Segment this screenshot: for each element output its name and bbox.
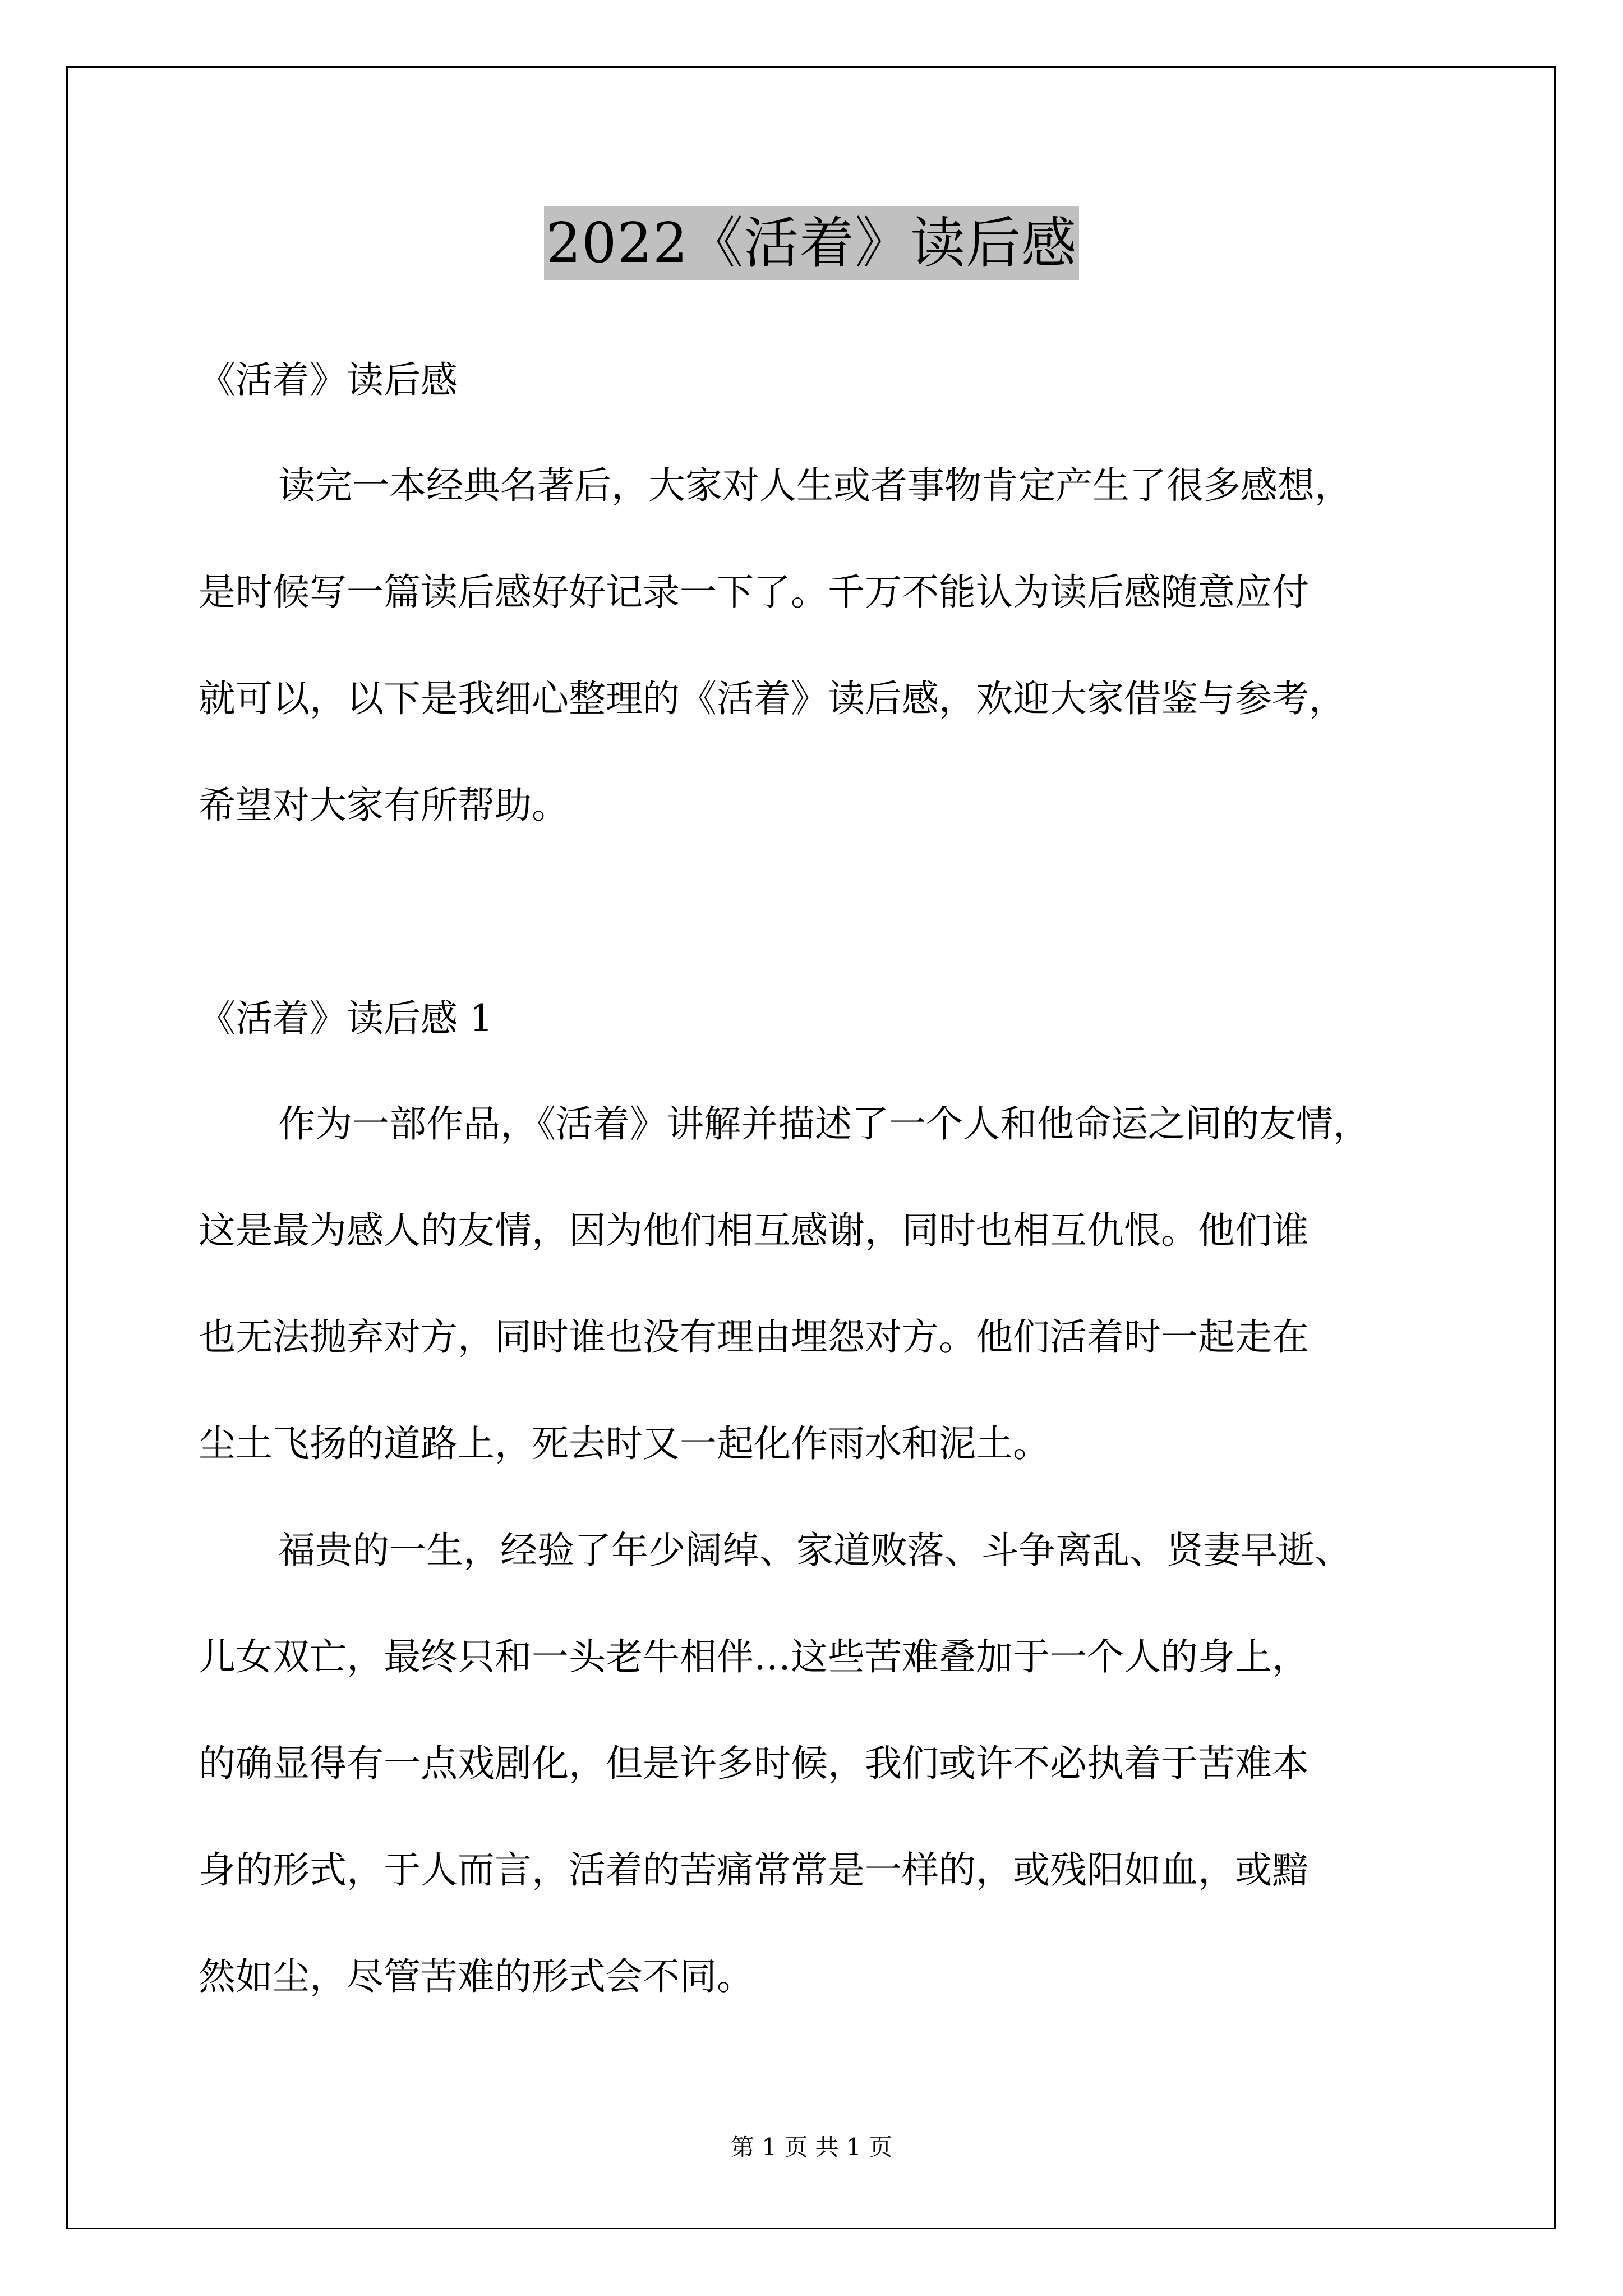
section1-para1-line-4: 尘土飞扬的道路上，死去时又一起化作雨水和泥土。 [199, 1422, 1050, 1465]
title-container [0, 206, 1623, 280]
section1-para2-line-3: 的确显得有一点戏剧化，但是许多时候，我们或许不必执着于苦难本 [199, 1742, 1309, 1785]
intro-line-3: 就可以，以下是我细心整理的《活着》读后感，欢迎大家借鉴与参考， [199, 677, 1346, 720]
section1-para1-line-3: 也无法抛弃对方，同时谁也没有理由埋怨对方。他们活着时一起走在 [199, 1315, 1309, 1359]
intro-line-2: 是时候写一篇读后感好好记录一下了。千万不能认为读后感随意应付 [199, 570, 1309, 614]
intro-line-4: 希望对大家有所帮助。 [199, 784, 569, 827]
section1-para2-line-1: 福贵的一生，经验了年少阔绰、家道败落、斗争离乱、贤妻早逝、 [278, 1529, 1352, 1572]
section1-para2-line-5: 然如尘，尽管苦难的形式会不同。 [199, 1955, 754, 1998]
section1-para1-line-2: 这是最为感人的友情，因为他们相互感谢，同时也相互仇恨。他们谁 [199, 1209, 1309, 1252]
intro-line-1: 读完一本经典名著后，大家对人生或者事物肯定产生了很多感想， [278, 464, 1352, 507]
section1-para2-line-2: 儿女双亡，最终只和一头老牛相伴…这些苦难叠加于一个人的身上， [199, 1635, 1309, 1678]
page-footer: 第 1 页 共 1 页 [730, 2133, 893, 2161]
intro-heading: 《活着》读后感 [199, 358, 458, 402]
section1-para2-line-4: 身的形式，于人而言，活着的苦痛常常是一样的，或残阳如血，或黯 [199, 1848, 1309, 1892]
document-title: 2022《活着》读后感 [544, 206, 1079, 280]
section1-para1-line-1: 作为一部作品，《活着》讲解并描述了一个人和他命运之间的友情， [278, 1102, 1370, 1145]
section1-heading: 《活着》读后感 1 [199, 997, 493, 1040]
